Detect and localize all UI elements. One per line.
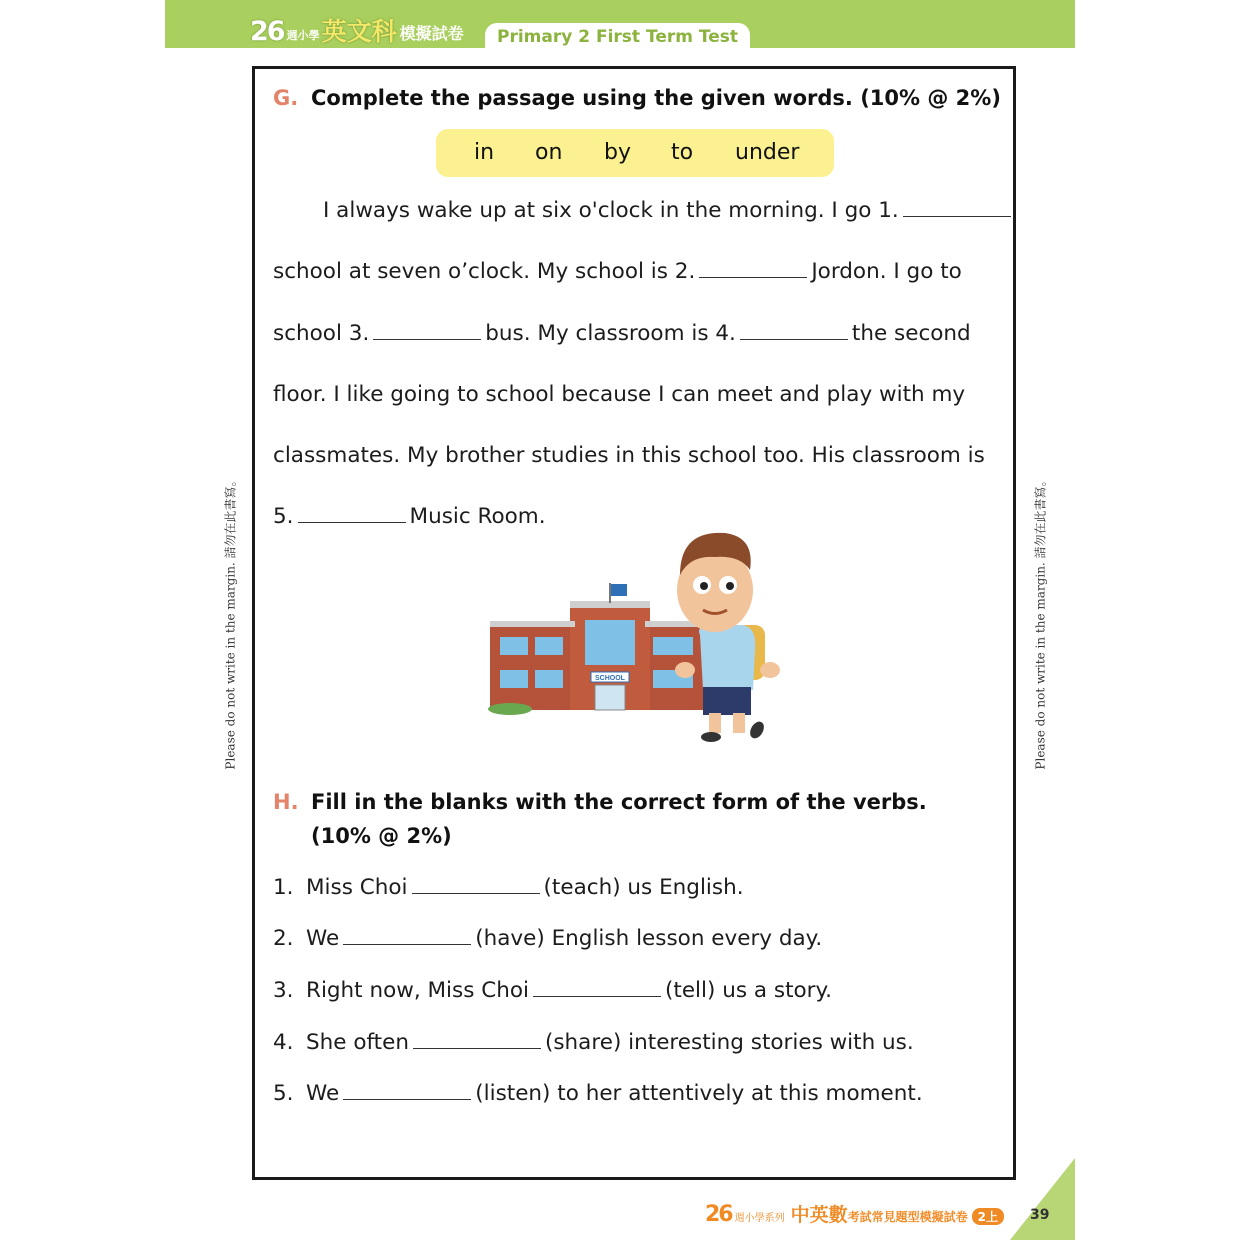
passage-line-2 <box>273 259 962 284</box>
item-after: (share) interesting stories with us. <box>544 1030 914 1055</box>
word-bank <box>436 129 834 177</box>
passage-line-1 <box>323 198 1015 223</box>
item-number: 5. <box>273 1081 294 1106</box>
verb-blank-3[interactable] <box>533 978 661 997</box>
word-bank-item: on <box>535 140 563 165</box>
passage-text: school 3. <box>273 321 370 346</box>
word-bank-item: by <box>604 140 631 165</box>
footer-brand-number: 26 <box>705 1202 732 1227</box>
verb-item <box>273 875 744 900</box>
footer-brand-sub: 週小學系列 <box>734 1213 785 1224</box>
brand-number: 26 <box>250 16 284 47</box>
blank-3[interactable] <box>373 321 481 340</box>
passage-text: Jordon. I go to <box>811 259 962 284</box>
passage-text: school at seven o’clock. My school is 2. <box>273 259 696 284</box>
section-h-letter: H. <box>273 790 299 814</box>
item-number: 2. <box>273 926 294 951</box>
blank-4[interactable] <box>740 321 848 340</box>
section-g-letter: G. <box>273 86 299 110</box>
word-bank-item: under <box>735 140 800 165</box>
section-h-instruction: Fill in the blanks with the correct form of the verbs. <box>311 790 927 814</box>
passage-text: the second <box>851 321 971 346</box>
passage-text: 5. <box>273 504 294 529</box>
word-bank-item: in <box>474 140 495 165</box>
test-label: Primary 2 First Term Test <box>485 23 750 48</box>
passage-line-3 <box>273 321 971 346</box>
school-sign: SCHOOL <box>595 675 625 682</box>
footer-brand <box>705 1200 1004 1227</box>
footer-title: 中英數 <box>790 1204 848 1226</box>
item-after: (listen) to her attentively at this moment. <box>475 1081 923 1106</box>
brand-sub: 週小學 <box>286 29 320 42</box>
brand-kind: 模擬試卷 <box>399 24 464 43</box>
passage-text: I always wake up at six o'clock in the morning. I go 1. <box>323 198 899 223</box>
item-number: 3. <box>273 978 294 1003</box>
page-number: 39 <box>1030 1207 1050 1223</box>
brand-title: 英文科 <box>321 17 397 46</box>
school-boy-illustration <box>485 525 785 745</box>
margin-note-right <box>1030 462 1050 782</box>
brand-logo <box>250 18 464 46</box>
item-number: 1. <box>273 875 294 900</box>
item-after: (tell) us a story. <box>665 978 833 1003</box>
margin-note-left <box>220 462 240 782</box>
verb-item <box>273 978 832 1003</box>
section-h-marks: (10% @ 2%) <box>311 824 452 848</box>
verb-item <box>273 926 822 951</box>
item-before: Miss Choi <box>306 875 408 900</box>
verb-item <box>273 1030 914 1055</box>
verb-blank-4[interactable] <box>413 1030 541 1049</box>
item-before: We <box>306 1081 340 1106</box>
item-after: (teach) us English. <box>543 875 744 900</box>
item-before: We <box>306 926 340 951</box>
passage-line-5: classmates. My brother studies in this school too. His classroom is <box>273 443 985 468</box>
item-number: 4. <box>273 1030 294 1055</box>
passage-text: bus. My classroom is 4. <box>485 321 736 346</box>
school-building-icon <box>488 583 705 715</box>
item-after: (have) English lesson every day. <box>475 926 823 951</box>
footer-subtitle: 考試常見題型模擬試卷 <box>847 1210 968 1224</box>
grade-badge: 2上 <box>972 1208 1004 1225</box>
item-before: Right now, Miss Choi <box>306 978 530 1003</box>
blank-1[interactable] <box>903 198 1011 217</box>
section-g-heading <box>273 86 1001 110</box>
section-g-instruction: Complete the passage using the given words. (10% @ 2%) <box>311 86 1001 110</box>
passage-line-4: floor. I like going to school because I can meet and play with my <box>273 382 966 407</box>
verb-blank-5[interactable] <box>343 1081 471 1100</box>
word-bank-item: to <box>671 140 694 165</box>
margin-note-text: Please do not write in the margin. 請勿在此書寫。 <box>1033 474 1048 770</box>
blank-5[interactable] <box>298 504 406 523</box>
item-before: She often <box>306 1030 409 1055</box>
blank-2[interactable] <box>699 259 807 278</box>
verb-blank-2[interactable] <box>343 926 471 945</box>
margin-note-text: Please do not write in the margin. 請勿在此書寫。 <box>223 474 238 770</box>
verb-blank-1[interactable] <box>412 875 540 894</box>
page-corner <box>1010 1158 1075 1240</box>
passage-text: Music Room. <box>409 504 546 529</box>
section-h-heading <box>273 790 927 814</box>
verb-item <box>273 1081 923 1106</box>
